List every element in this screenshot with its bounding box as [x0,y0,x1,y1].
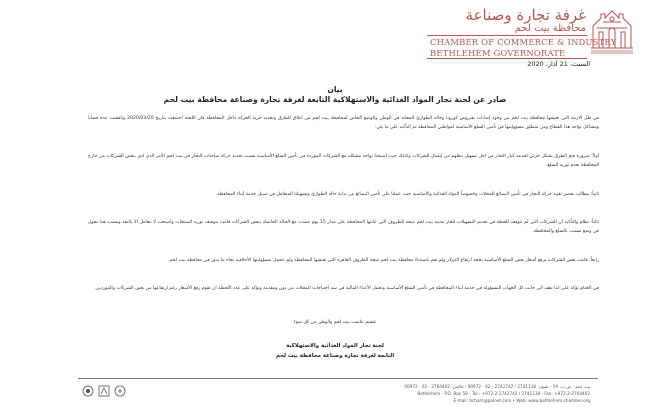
chamber-building-emblem-icon [589,6,635,56]
letterhead-rule [427,35,587,36]
body-paragraph-third: ثالثاً: نظام والتأكيد أن الشركات التي لم تتوقف للحظة في تقديم التسهيلات لتجار مدينة بيت لحم نتيجة للظروف التي عانتها المحافظة على مدار 15 يوم عمدت مع الحالة الحاصلة ببعض الشركات قامت بتوقيف توريد المنتجات وأصبحت لا تتعامل الا بالنقد وبسبب هذا تحول في وضع مسبب بالسلع والمحافظة. [88,220,599,235]
footer-english-address: Bethlehem - P.O. Box 59 - Tel.: +972-2-2742742 / 2741138 - Fax: +972-2-2764402 [417,391,590,396]
footer-arabic-address: بيت لحم - ص.ب. 59 - تلفون: 2741138 / 2742742 - 02 - 00972 - فاكس: 2764402 - 02 - 00972 [404,384,590,389]
body-paragraph-fourth: رابعاً: قامت بعض الشركات برفع أسعار بعض السلع الأساسية بحجة ارتفاع الدولار ولم تقم باستثناء محافظة بيت لحم نتيجة الظروف القاهرة التي تعيشها المحافظة ولم تتحمل مسؤوليتها الأخلاقية تجاه ما يدور في محافظة بيت لحم. [168,258,599,263]
closing-line: عشتم عاشت بيت لحم والوطن من كل سوء [293,320,377,325]
body-paragraph-closing: في الختام نؤكد على اننا نقف الى جانب كل الجهات المسؤولة في خدمة أبناء المحافظة في تأمين السلع الأساسية وتحمل الأعباء المالية في سد احتياجات المحلات من دون ومقدمة ونؤكد على عدد اللحظة ان تقوم رفع الأسعار رغم ارتفاعها من بعض الشركات والموردين. [94,286,599,291]
document-title: بيان [327,85,343,94]
letterhead-rule-bottom [427,58,587,59]
iso-certification-icon [82,382,94,394]
letterhead-arabic-subtitle: محافظة بيت لحم [514,23,586,34]
letterhead-english-subtitle: BETHLEHEM GOVERNORATE [430,48,566,58]
letterhead-english-title: CHAMBER OF COMMERCE & INDUSTRY [430,37,617,47]
body-paragraph-first: أولاً: ضرورة فتح الطرق بشكل جزئي لخدمة كبار التجار من اجل تسهيل تنقلهم من إيصال الشركات وكذلك حيث أصبحنا نواجه مشكلة مع الشركات الموردة في تأمين السلع الأساسية بسبب تحديد حركة شاحنات التجار في بيت لحم الأمر الذي ادى ببعض الشركات من خارج المحافظة بعدم توريد السلع. [88,154,599,169]
document-date: السبت، 21 آذار، 2020 [527,60,590,68]
footer-contact: E-mail: bcham@palnet.com • Web: www.bethlehem-chamber.org [453,398,590,403]
signature-line-2: التابعة لغرفة تجارة وصناعة محافظة بيت لحم [275,353,395,359]
letterhead-arabic-title: غرفة تجارة وصناعة [465,6,586,24]
document-subtitle: صادر عن لجنة تجار المواد الغذائية والاستهلاكية التابعة لغرفة تجارة وصناعة محافظة بيت لحم [163,95,507,104]
chamber-seal-icon [98,382,110,394]
body-paragraph-second: ثانياً: مطالب بحصر تقييد حركة التجار في تأمين البضائع للمحلات وخصوصاً المواد الغذائية والأساسية حيث عملنا على تأمين البضائع من بداية حالة الطوارئ وتسهيلنا المتعامل في سبيل خدمة أبناء المحافظة. [215,192,599,197]
signature-line-1: لجنة تجار المواد الغذائية والاستهلاكية [286,343,384,349]
body-paragraph-intro: في ظل الازمة التي تعيشها محافظة بيت لحم من وجود إصابات بفيروس كورونا وحالة الطوارئ المعلنة في الوطن والوضع الخاص لمحافظة بيت لحم من اغلاق للطرق وتحديد حرية الحركة داخل المحافظة فان اللجنة اجتمعت بتاريخ 2020/03/20 وناقشت عدة قضايا ومشاكل تواجه هذا القطاع ومن منطلق مسؤوليتها في تأمين السلع الأساسية لمواطني المحافظة تم التأكيد على ما يلي: [88,116,599,131]
footer-rule [78,378,598,379]
